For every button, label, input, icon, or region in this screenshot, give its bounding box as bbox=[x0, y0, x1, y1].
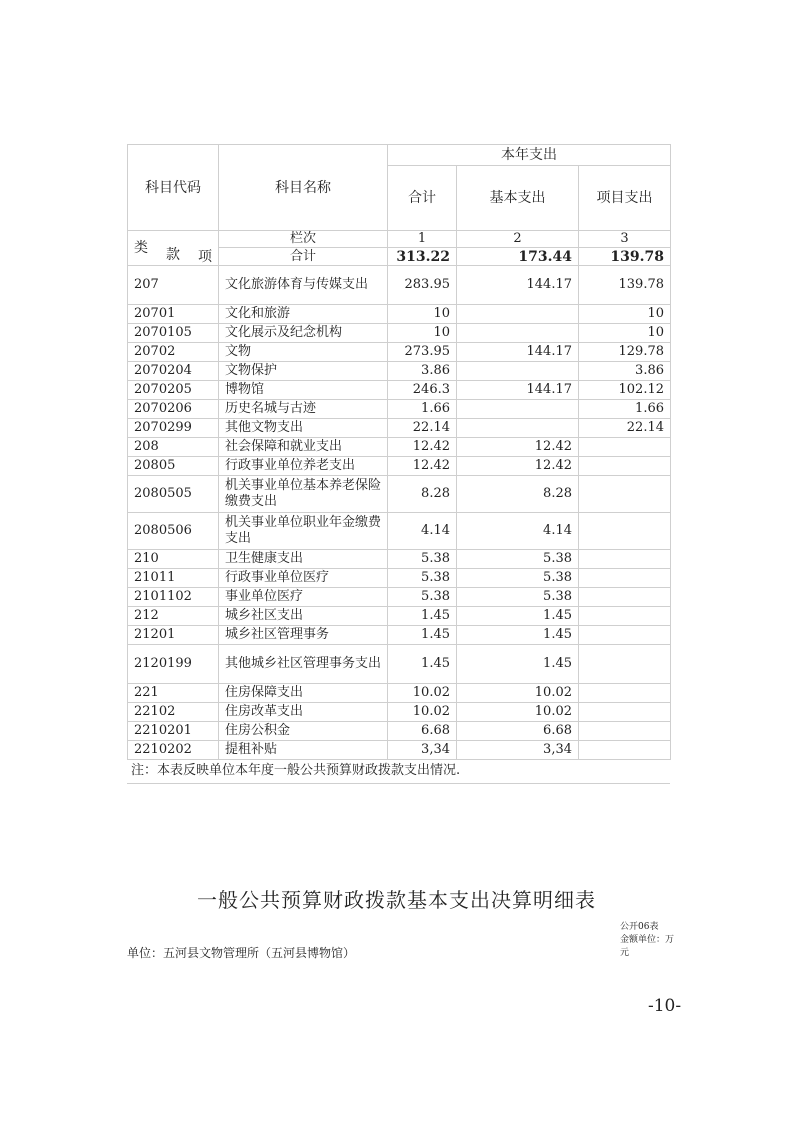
row-name: 住房保障支出 bbox=[219, 684, 388, 703]
total-label: 合计 bbox=[219, 248, 388, 266]
table-row bbox=[128, 476, 671, 513]
row-basic: 8.28 bbox=[457, 476, 579, 513]
form-id-block bbox=[620, 921, 680, 960]
row-name: 提租补贴 bbox=[219, 741, 388, 760]
header-col3: 3 bbox=[579, 231, 671, 248]
total-basic: 173.44 bbox=[457, 248, 579, 266]
row-total: 5.38 bbox=[388, 569, 457, 588]
row-code: 20701 bbox=[128, 305, 219, 324]
row-code: 22102 bbox=[128, 703, 219, 722]
row-code: 2070205 bbox=[128, 381, 219, 400]
row-basic: 10.02 bbox=[457, 684, 579, 703]
row-total: 10.02 bbox=[388, 703, 457, 722]
header-xiang: 项 bbox=[198, 249, 212, 265]
page-number: -10- bbox=[648, 996, 682, 1016]
total-project: 139.78 bbox=[579, 248, 671, 266]
form-id: 公开06表 bbox=[620, 922, 659, 932]
header-lei: 类 bbox=[134, 240, 148, 256]
row-code: 210 bbox=[128, 550, 219, 569]
row-basic bbox=[457, 400, 579, 419]
row-basic: 1.45 bbox=[457, 607, 579, 626]
row-project bbox=[579, 645, 671, 684]
row-project bbox=[579, 476, 671, 513]
header-project: 项目支出 bbox=[579, 166, 671, 231]
row-code: 2210201 bbox=[128, 722, 219, 741]
row-name: 历史名城与古迹 bbox=[219, 400, 388, 419]
row-total: 5.38 bbox=[388, 588, 457, 607]
row-code: 221 bbox=[128, 684, 219, 703]
row-total: 12.42 bbox=[388, 438, 457, 457]
row-code: 21011 bbox=[128, 569, 219, 588]
table-row bbox=[128, 607, 671, 626]
table-row bbox=[128, 645, 671, 684]
row-total: 1.45 bbox=[388, 607, 457, 626]
row-total: 10.02 bbox=[388, 684, 457, 703]
table-note: 注：本表反映单位本年度一般公共预算财政拨款支出情况. bbox=[127, 760, 670, 784]
row-name: 住房改革支出 bbox=[219, 703, 388, 722]
table-row bbox=[128, 457, 671, 476]
row-code: 2070105 bbox=[128, 324, 219, 343]
row-project: 3.86 bbox=[579, 362, 671, 381]
row-total: 10 bbox=[388, 324, 457, 343]
row-name: 文化展示及纪念机构 bbox=[219, 324, 388, 343]
row-project bbox=[579, 722, 671, 741]
row-name: 城乡社区支出 bbox=[219, 607, 388, 626]
header-total: 合计 bbox=[388, 166, 457, 231]
table-row bbox=[128, 626, 671, 645]
table-row bbox=[128, 419, 671, 438]
classification-header bbox=[128, 231, 219, 266]
row-code: 20805 bbox=[128, 457, 219, 476]
total-amount: 313.22 bbox=[388, 248, 457, 266]
budget-table bbox=[127, 144, 671, 760]
header-lanci: 栏次 bbox=[219, 231, 388, 248]
row-code: 2120199 bbox=[128, 645, 219, 684]
row-project: 102.12 bbox=[579, 381, 671, 400]
table-row bbox=[128, 513, 671, 550]
row-project bbox=[579, 684, 671, 703]
row-code: 21201 bbox=[128, 626, 219, 645]
row-code: 2080506 bbox=[128, 513, 219, 550]
row-basic bbox=[457, 305, 579, 324]
table-row bbox=[128, 569, 671, 588]
table-row bbox=[128, 266, 671, 305]
row-code: 208 bbox=[128, 438, 219, 457]
row-total: 5.38 bbox=[388, 550, 457, 569]
row-basic bbox=[457, 362, 579, 381]
row-name: 事业单位医疗 bbox=[219, 588, 388, 607]
header-row-1 bbox=[128, 145, 671, 166]
next-table-title: 一般公共预算财政拨款基本支出决算明细表 bbox=[197, 888, 596, 912]
row-project bbox=[579, 438, 671, 457]
row-basic: 144.17 bbox=[457, 266, 579, 305]
reporting-unit: 单位：五河县文物管理所（五河县博物馆） bbox=[127, 946, 356, 960]
table-row bbox=[128, 588, 671, 607]
budget-table-section bbox=[127, 144, 670, 784]
row-code: 2070204 bbox=[128, 362, 219, 381]
row-code: 20702 bbox=[128, 343, 219, 362]
row-total: 4.14 bbox=[388, 513, 457, 550]
row-project bbox=[579, 703, 671, 722]
row-project bbox=[579, 569, 671, 588]
row-name: 社会保障和就业支出 bbox=[219, 438, 388, 457]
row-name: 卫生健康支出 bbox=[219, 550, 388, 569]
row-project: 139.78 bbox=[579, 266, 671, 305]
row-project bbox=[579, 513, 671, 550]
row-name: 文物 bbox=[219, 343, 388, 362]
header-col1: 1 bbox=[388, 231, 457, 248]
row-name: 文物保护 bbox=[219, 362, 388, 381]
table-row bbox=[128, 305, 671, 324]
row-basic: 6.68 bbox=[457, 722, 579, 741]
row-basic: 4.14 bbox=[457, 513, 579, 550]
row-code: 2070299 bbox=[128, 419, 219, 438]
row-project: 1.66 bbox=[579, 400, 671, 419]
row-total: 246.3 bbox=[388, 381, 457, 400]
row-total: 1.45 bbox=[388, 645, 457, 684]
row-project bbox=[579, 741, 671, 760]
row-name: 博物馆 bbox=[219, 381, 388, 400]
table-row bbox=[128, 684, 671, 703]
row-code: 2101102 bbox=[128, 588, 219, 607]
row-total: 3,34 bbox=[388, 741, 457, 760]
row-basic: 10.02 bbox=[457, 703, 579, 722]
table-row bbox=[128, 381, 671, 400]
row-total: 8.28 bbox=[388, 476, 457, 513]
row-basic: 144.17 bbox=[457, 381, 579, 400]
row-total: 1.45 bbox=[388, 626, 457, 645]
table-row bbox=[128, 722, 671, 741]
header-col2: 2 bbox=[457, 231, 579, 248]
row-code: 2210202 bbox=[128, 741, 219, 760]
table-row bbox=[128, 550, 671, 569]
row-basic: 12.42 bbox=[457, 438, 579, 457]
row-name: 机关事业单位基本养老保险缴费支出 bbox=[219, 476, 388, 513]
row-name: 住房公积金 bbox=[219, 722, 388, 741]
row-total: 6.68 bbox=[388, 722, 457, 741]
row-project: 10 bbox=[579, 324, 671, 343]
table-row bbox=[128, 741, 671, 760]
header-basic: 基本支出 bbox=[457, 166, 579, 231]
row-project bbox=[579, 457, 671, 476]
row-code: 2070206 bbox=[128, 400, 219, 419]
row-basic: 5.38 bbox=[457, 569, 579, 588]
row-name: 其他文物支出 bbox=[219, 419, 388, 438]
lanci-row bbox=[128, 231, 671, 248]
row-basic: 12.42 bbox=[457, 457, 579, 476]
table-row bbox=[128, 438, 671, 457]
row-total: 1.66 bbox=[388, 400, 457, 419]
row-project bbox=[579, 550, 671, 569]
row-project bbox=[579, 588, 671, 607]
row-total: 22.14 bbox=[388, 419, 457, 438]
row-project: 129.78 bbox=[579, 343, 671, 362]
row-basic bbox=[457, 419, 579, 438]
header-code: 科目代码 bbox=[128, 145, 219, 231]
row-name: 行政事业单位医疗 bbox=[219, 569, 388, 588]
row-project bbox=[579, 607, 671, 626]
row-name: 文化旅游体育与传媒支出 bbox=[219, 266, 388, 305]
row-code: 2080505 bbox=[128, 476, 219, 513]
row-code: 207 bbox=[128, 266, 219, 305]
row-code: 212 bbox=[128, 607, 219, 626]
table-row bbox=[128, 343, 671, 362]
row-project: 10 bbox=[579, 305, 671, 324]
row-total: 10 bbox=[388, 305, 457, 324]
row-project: 22.14 bbox=[579, 419, 671, 438]
row-basic: 1.45 bbox=[457, 645, 579, 684]
row-name: 机关事业单位职业年金缴费支出 bbox=[219, 513, 388, 550]
row-name: 行政事业单位养老支出 bbox=[219, 457, 388, 476]
header-year-expenditure: 本年支出 bbox=[388, 145, 671, 166]
row-total: 3.86 bbox=[388, 362, 457, 381]
row-basic: 5.38 bbox=[457, 588, 579, 607]
amount-unit: 金额单位：万元 bbox=[620, 935, 675, 958]
table-row bbox=[128, 362, 671, 381]
row-basic: 5.38 bbox=[457, 550, 579, 569]
table-row bbox=[128, 703, 671, 722]
header-kuan: 款 bbox=[166, 247, 180, 263]
row-name: 其他城乡社区管理事务支出 bbox=[219, 645, 388, 684]
row-basic: 1.45 bbox=[457, 626, 579, 645]
row-name: 文化和旅游 bbox=[219, 305, 388, 324]
row-basic: 144.17 bbox=[457, 343, 579, 362]
row-basic: 3,34 bbox=[457, 741, 579, 760]
table-row bbox=[128, 400, 671, 419]
row-name: 城乡社区管理事务 bbox=[219, 626, 388, 645]
row-basic bbox=[457, 324, 579, 343]
table-row bbox=[128, 324, 671, 343]
header-name: 科目名称 bbox=[219, 145, 388, 231]
row-total: 12.42 bbox=[388, 457, 457, 476]
row-project bbox=[579, 626, 671, 645]
row-total: 283.95 bbox=[388, 266, 457, 305]
row-total: 273.95 bbox=[388, 343, 457, 362]
